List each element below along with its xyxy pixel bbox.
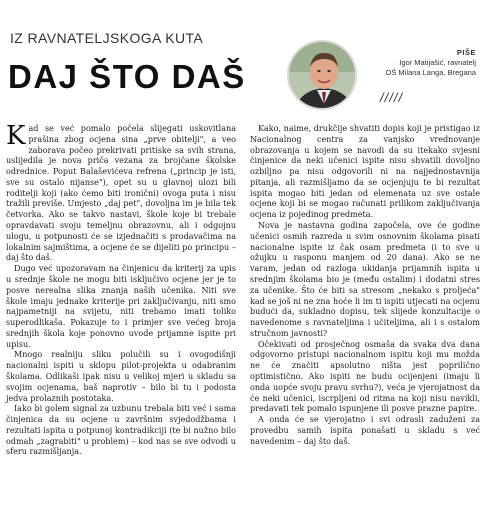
decorative-slashes: ///// <box>380 90 404 105</box>
article-paragraph <box>6 121 236 264</box>
author-name: Igor Matijašić, ravnatelj <box>399 58 476 68</box>
article-paragraph: Očekivati od prosječnog osmaša da svaka dva dana odgovorno pristupi nacionalnom ispitu koji mu možda ne će značiti apsolutno ništa jest poprilično optimistično. Ako ispiti ne budu ocijenjeni (imaju li onda uopće svoju pravu svrhu?), veća je vjerojatnost da će neki učenici, iscrpljeni od ritma na koji nisu navikli, predavati tek pomalo ispunjene ili posve prazne papire. <box>250 339 480 414</box>
dropcap: K <box>6 121 26 151</box>
article-paragraph: Mnogo realniju sliku polučili su i ovogodišnji nacionalni ispiti u sklopu pilot-projekta u odabranim školama. Odlikaši ipak nisu u velikoj mjeri u skladu sa svojim ocjenama, baš naprotiv – bilo bi tu i podosta jedva prolaznih postotaka. <box>6 350 236 403</box>
article-paragraph: Nova je nastavna godina započela, ove će godine učenici osmih razreda u svim osnovnim školama pisati nacionalne ispite iz čak osam predmeta (i to sve u ožujku u rasponu manjem od 20 dana). Ako se ne varam, jedan od razloga ukidanja prijamnih ispita u srednjim školama bio je (među ostalim) i dodatni stres za učenike. Što će biti sa stresom „nekako s proljeća" kad se još ni ne zna hoće li im ti ispiti utjecati na ocjenu budući da, sukladno dopisu, tek slijede konzultacije o navedenome s ravnateljima i učiteljima, ali i s ostalom stručnom javnosti? <box>250 221 480 338</box>
article-paragraph: Iako bi golem signal za uzbunu trebala biti već i sama činjenica da su ocjene u završnim svjedodžbama i rezultati ispita u potpunoj kontradikciji (te bi nužno bilo odmah „zagrabiti" u problem) – kod nas se sve odvodi u sferu razmišljanja. <box>6 404 236 457</box>
author-photo <box>287 40 357 110</box>
author-portrait-icon <box>289 42 357 110</box>
byline <box>356 48 476 77</box>
article-paragraph: A onda će se vjerojatno i svi odrasli zaduženi za provedbu samih ispita ponašati u skladu s već navedenim – daj što daš. <box>250 415 480 446</box>
byline-label: PIŠE <box>456 48 476 57</box>
paragraph-text: ad se već pomalo počela slijegati uskovitlana prašina zbog ocjena sina „prve obitelji", a veo zaborava počeo prekrivati pritiske sa svih strana, uslijedila je nova priča vezana za brojčane školske odrednice. Poput Balaševićeva refrena („princip je isti, sve su ostalo nijanse"), opet su u glavnoj ulozi bili roditelji koji (ako ćemo biti ironični) ovoga puta i nisu tražili previše. Umjesto „daj pet", dovoljna im je bila tek četvorka. Ako se takvo nastavi, škole koje bi trebale opravdavati svoju temeljnu obrazovnu, ali i odgojnu ulogu, u potpunosti će se izjednačiti s prodavačima na lokalnim sajmištima, a ocjene će se dijeliti po principu – daj što daš. <box>6 124 236 263</box>
article-paragraph: Kako, naime, drukčije shvatiti dopis koji je pristigao iz Nacionalnog centra za vanjsko vrednovanje obrazovanja u kojem se navodi da su itekako svjesni činjenice da neki učenici ispite nisu shvatili dovoljno ozbiljno pa nisu odgovorili ni na najjednostavnija pitanja, ali razmišljamo da se ocjenjuju te bi rezultat ispita mogao biti jedan od elemenata uz sve ostale ocjene koji bi se mogao računati prilikom zaključivanja ocjena iz pojedinog predmeta. <box>250 124 480 220</box>
article-paragraph: Dugo već upozoravam na činjenicu da kriterij za upis u srednje škole ne mogu biti isključivo ocjene jer je to posve nerealna slika znanja naših učenika. Niti sve škole imaju jednake kriterije pri zaključivanju, niti smo najpametniji na svijetu, niti trebamo imati toliko superodlikaša. Pokazuje to i primjer sve većeg broja srednjih škola koje ponovno uvode prijamne ispite pri upisu. <box>6 264 236 349</box>
article-column-1 <box>6 121 236 458</box>
section-kicker: IZ RAVNATELJSKOGA KUTA <box>10 30 204 46</box>
article-headline: DAJ ŠTO DAŠ <box>8 58 246 95</box>
author-school: OŠ Milana Langa, Bregana <box>385 67 476 77</box>
article-column-2 <box>250 124 480 447</box>
